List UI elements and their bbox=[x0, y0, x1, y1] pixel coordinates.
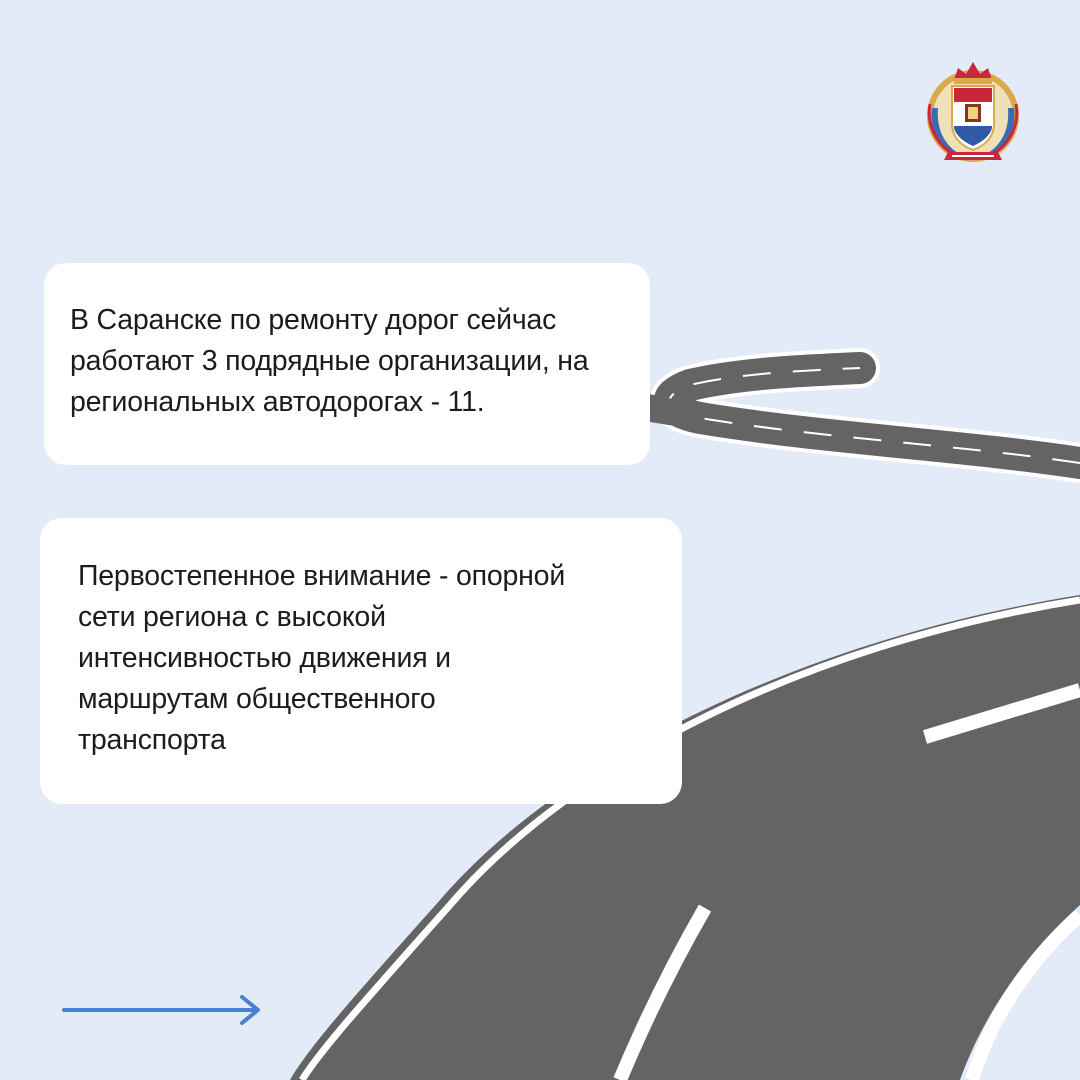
coat-of-arms-icon bbox=[918, 56, 1028, 166]
info-card-priority bbox=[40, 518, 682, 804]
card-text-contractors: В Саранске по ремонту дорог сейчас работают 3 подрядные организации, на региональных автодорогах - 11. bbox=[70, 304, 589, 418]
info-card-contractors bbox=[44, 263, 650, 465]
arrow-right-icon[interactable] bbox=[60, 992, 266, 1028]
card-text-priority: Первостепенное внимание - опорной сети региона с высокой интенсивностью движения и маршрутам общественного транспорта bbox=[78, 560, 566, 756]
distant-road bbox=[609, 368, 1080, 463]
